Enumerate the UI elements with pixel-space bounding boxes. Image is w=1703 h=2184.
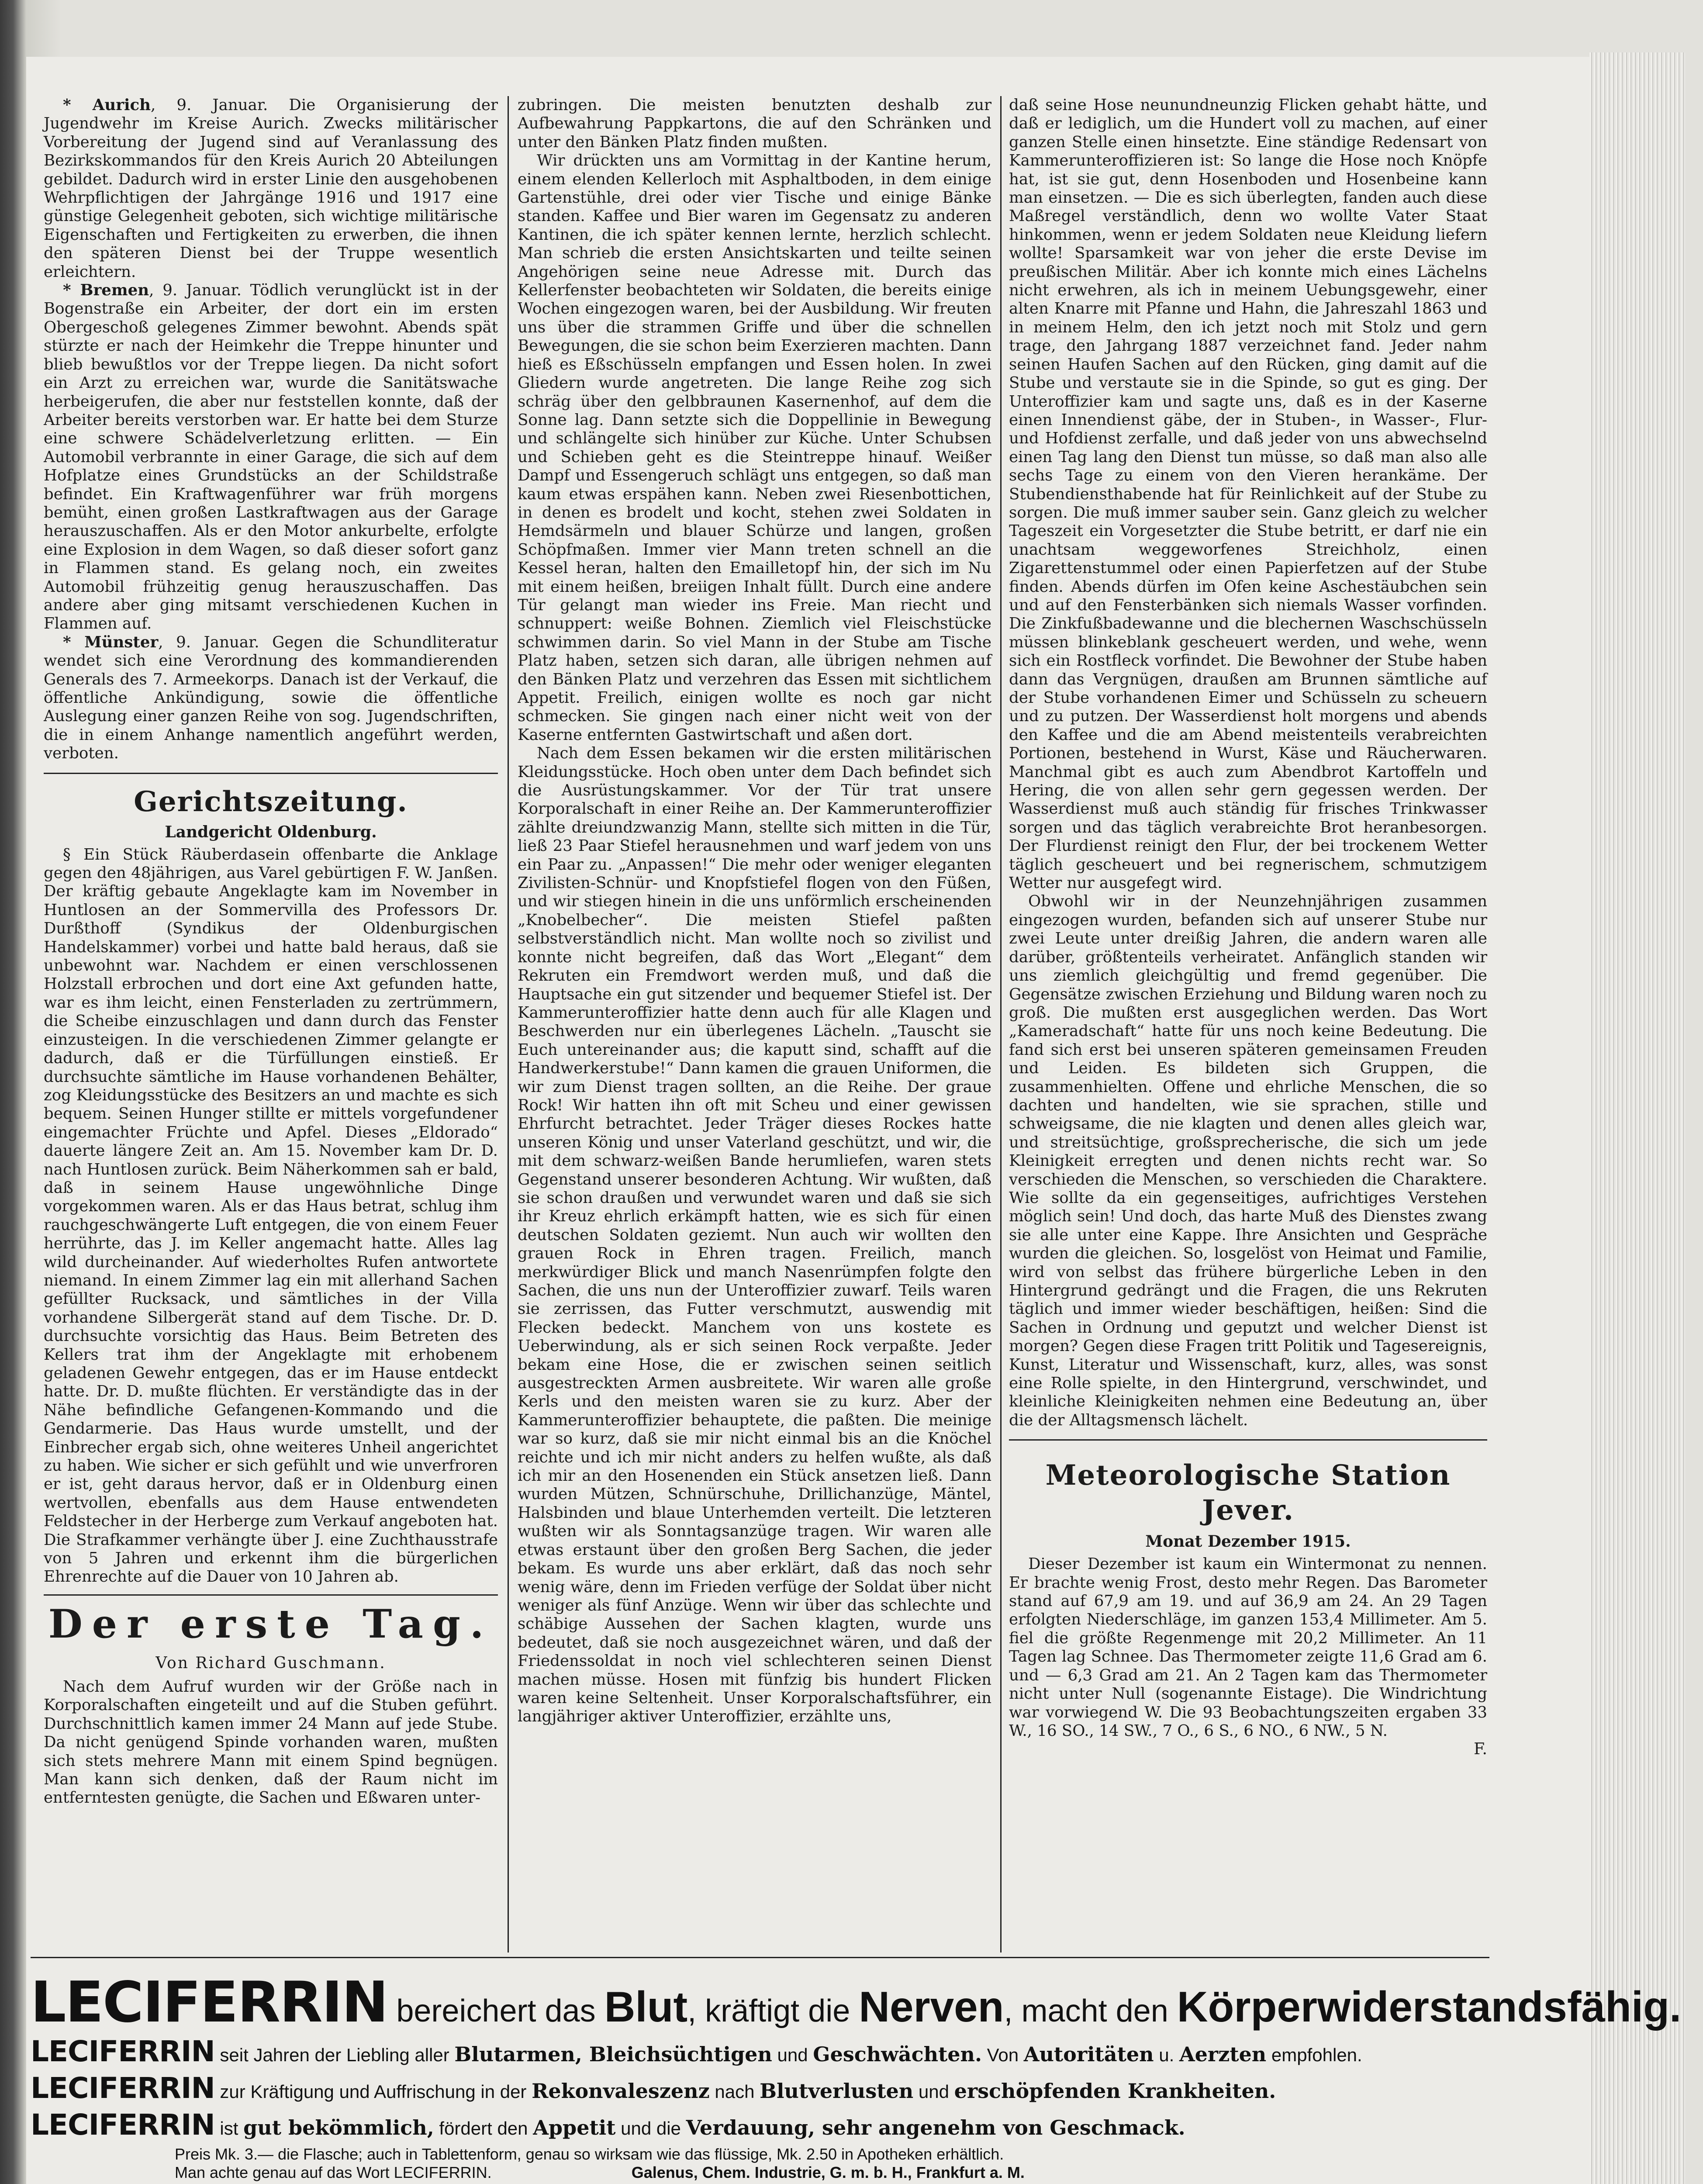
page-stack-edge (1589, 52, 1686, 2184)
ad-emphasis: Rekonvaleszenz (532, 2079, 710, 2103)
ad-text: fördert den (434, 2118, 533, 2139)
column-1 (44, 96, 498, 1807)
ad-text: u. (1154, 2045, 1179, 2065)
story-kameradschaft: Obwohl wir in der Neunzehnjährigen zusammen eingezogen wurden, befanden sich auf unserer Stube nur zwei Leute unter dreißig Jahren, die andern waren alle darüber, größtenteils verheiratet. Anfänglich standen wir uns ziemlich gleichgültig und fremd gegenüber. Die Gegensätze zwischen Erziehung und Bildung waren noch zu groß. Die mußten erst ausgeglichen werden. Das Wort „Kameradschaft“ hatte für uns noch keine Bedeutung. Die fand sich erst bei unseren späteren gemeinsamen Freuden und Leiden. Es bildeten sich Gruppen, die zusammenhielten. Offene und ehrliche Menschen, die so dachten und handelten, wie sie sprachen, stille und schweigsame, die nie klagten und denen alles gleich war, und streitsüchtige, großsprecherische, die sich um jede Kleinigkeit erregten und denen nichts recht war. So verschieden die Menschen, so verschieden die Charaktere. Wie sollte da ein gegenseitiges, aufrichtiges Verstehen möglich sein! Und doch, das harte Muß des Dienstes zwang sie alle unter eine Kappe. Ihre Ansichten und Gespräche wurden die gleichen. So, losgelöst von Heimat und Familie, wird von selbst das frühere bürgerliche Leben in den Hintergrund gedrängt und die Fragen, die uns Rekruten täglich und immer wieder beschäftigen, heißen: Sind die Sachen in Ordnung und geputzt und welcher Dienst ist morgen? Gegen diese Fragen tritt Politik und Tagesereignis, Kunst, Literatur und Wissenschaft, kurz, alles, was sonst eine Rolle spielte, in den Hintergrund, verschwindet, und kleinliche Kleinigkeiten nehmen eine Bedeutung an, über die der Alltagsmensch lächelt. (1009, 892, 1487, 1429)
column-rule-1 (508, 96, 509, 1952)
ad-brand-small: LECIFERRIN (31, 2108, 215, 2142)
column-2 (518, 96, 991, 1726)
ad-emphasis: gut bekömmlich, (243, 2116, 434, 2139)
ad-text: empfohlen. (1266, 2045, 1362, 2065)
court-report: § Ein Stück Räuberdasein offenbarte die Anklage gegen den 48jährigen, aus Varel gebürtigen F. W. Janßen. Der kräftig gebaute Angeklagte kam im November in Huntlosen an der Sommervilla des Professors Dr. Durßthoff (Syndikus der Oldenburgischen Handelskammer) vorbei und hatte bald heraus, daß sie unbewohnt war. Nachdem er einen verschlossenen Holzstall erbrochen und dort eine Axt gefunden hatte, war es ihm leicht, einen Fensterladen zu zertrümmern, die Scheibe einzuschlagen und dann durch das Fenster einzusteigen. In die verschiedenen Zimmer gelangte er dadurch, daß er die Türfüllungen einstieß. Er durchsuchte sämtliche im Hause vorhandenen Behälter, zog Kleidungsstücke des Besitzers an und machte es sich bequem. Seinen Hunger stillte er mittels vorgefundener eingemachter Früchte und Apfel. Dieses „Eldorado“ dauerte längere Zeit an. Am 15. November kam Dr. D. nach Huntlosen zurück. Beim Näherkommen sah er bald, daß in seinem Hause ungewöhnliche Dinge vorgekommen waren. Als er das Haus betrat, schlug ihm rauchgeschwängerte Luft entgegen, die von einem Feuer herrührte, das J. im Keller angemacht hatte. Alles lag wild durcheinander. Auf wiederholtes Rufen antwortete niemand. In einem Zimmer lag ein mit allerhand Sachen gefüllter Rucksack, und sämtliches in der Villa vorhandene Silbergerät stand auf dem Tische. Dr. D. durchsuchte vorsichtig das Haus. Beim Betreten des Kellers trat ihm der Angeklagte mit erhobenem geladenen Gewehr entgegen, das er im Hause entdeckt hatte. Dr. D. mußte flüchten. Er verständigte das in der Nähe befindliche Gefangenen-Kommando und die Gendarmerie. Das Haus wurde umstellt, und der Einbrecher ergab sich, ohne weiteres Unheil angerichtet zu haben. Wie sicher er sich gefühlt und wie unverfroren er ist, geht daraus hervor, daß er in Oldenburg einen wertvollen, ebenfalls aus dem Hause entwendeten Feldstecher in der Herberge zum Verkauf angeboten hat. Die Strafkammer verhängte über J. eine Zuchthausstrafe von 5 Jahren und erkennt ihm die bürgerlichen Ehrenrechte auf die Dauer von 10 Jahren ab. (44, 845, 498, 1586)
ad-line-2 (31, 2072, 1489, 2108)
ad-footer-line (31, 2163, 1489, 2182)
story-continued-2: daß seine Hose neunundneunzig Flicken gehabt hätte, und daß er lediglich, um die Hundert voll zu machen, auf einer ganzen Stelle einen hinsetzte. Eine ständige Redensart von Kammerunteroffizieren ist: So lange die Hose noch Knöpfe hat, ist sie gut, denn Hosenboden und Hosenbeine kann man einsetzen. — Die es sich überlegten, fanden auch diese Maßregel verständlich, denn wo wollte Vater Staat hinkommen, wenn er jedem Soldaten neue Kleidung liefern wollte! Sparsamkeit war von jeher die erste Devise im preußischen Militär. Aber ich konnte mich eines Lächelns nicht erwehren, als ich in meinem Uebungsgewehr, einer alten Knarre mit Pfanne und Hahn, die Jahreszahl 1863 und in meinem Helm, den ich jetzt noch mit Stolz und gern trage, den Jahrgang 1887 verzeichnet fand. Jeder nahm seinen Haufen Sachen auf den Rücken, ging damit auf die Stube und verstaute sie in die Spinde, so gut es ging. Der Unteroffizier kam und sagte uns, daß es in der Kaserne einen Innendienst gäbe, der in Stuben-, in Wasser-, Flur- und Hofdienst zerfalle, und daß jeder von uns abwechselnd einen Tag lang den Dienst tun müsse, so daß man also alle sechs Tage zu einem von den Vieren herankäme. Der Stubendiensthabende hat für Reinlichkeit auf der Stube zu sorgen. Die muß immer sauber sein. Ganz gleich zu welcher Tageszeit ein Vorgesetzter die Stube betritt, er darf nie ein unachtsam weggeworfenes Streichholz, einen Zigarettenstummel oder einen Papierfetzen auf der Stube finden. Abends dürfen im Ofen keine Aschestäubchen sein und auf den Fensterbänken sich niemals Wasser vorfinden. Die Zinkfußbadewanne und die blechernen Waschschüsseln müssen blinkeblank gescheuert werden, und wehe, wenn sich ein Rostfleck vorfindet. Die Bewohner der Stube haben dann das Vergnügen, draußen am Brunnen sämtliche auf der Stube vorhandenen Eimer und Schüsseln zu scheuern und zu putzen. Der Wasserdienst holt morgens und abends den Kaffee und die am Abend meistenteils verabreichten Portionen, bestehend in Wurst, Käse und Räucherwaren. Manchmal gibt es auch zum Abendbrot Kartoffeln und Hering, die von allen sehr gern gegessen werden. Der Wasserdienst muß auch ständig für frisches Trinkwasser sorgen und das täglich verabreichte Brot heranbesorgen. Der Flurdienst reinigt den Flur, der bei trockenem Wetter täglich gescheuert und bei regnerischem, schmutzigem Wetter nur ausgefegt wird. (1009, 96, 1487, 892)
news-aurich-text: , 9. Januar. Die Organisierung der Jugendwehr im Kreise Aurich. Zwecks militärischer Vorbereitung der Jugend sind auf Veranlassung des Bezirkskommandos für den Kreis Aurich 20 Abteilungen gebildet. Dadurch wird in erster Linie den ausgehobenen Wehrpflichtigen der Jahrgänge 1916 und 1917 eine günstige Gelegenheit geboten, sich wichtige militärische Eigenschaften und Fertigkeiten zu erwerben, die ihnen den späteren Dienst bei der Truppe wesentlich erleichtern. (44, 96, 498, 281)
section-divider (1009, 1439, 1487, 1441)
ad-text: ist (214, 2118, 244, 2139)
ad-manufacturer: Galenus, Chem. Industrie, G. m. b. H., Frankfurt a. M. (631, 2163, 1025, 2181)
ad-text: und (772, 2045, 813, 2065)
ad-word-koerper: Körperwiderstandsfähig. (1177, 1983, 1682, 2031)
weather-signature: F. (1474, 1740, 1487, 1759)
court-section-title: Gerichtszeitung. (134, 785, 408, 818)
news-aurich (44, 96, 498, 281)
news-muenster (44, 633, 498, 763)
ad-text: nach (709, 2081, 760, 2102)
ad-brand-small: LECIFERRIN (31, 2071, 215, 2105)
ad-headline-text: , macht den (1004, 1994, 1177, 2028)
section-divider (44, 1594, 498, 1596)
ad-word-blut: Blut (604, 1983, 688, 2031)
ad-brand-logo: LECIFERRIN (31, 1970, 388, 2035)
ad-top-rule (31, 1957, 1489, 1958)
story-title: Der erste Tag. (48, 1600, 494, 1647)
ad-text: seit Jahren der Liebling aller (214, 2045, 455, 2065)
story-kleidung: Nach dem Essen bekamen wir die ersten militärischen Kleidungsstücke. Hoch oben unter dem Dach befindet sich die Ausrüstungskammer. Vor der Tür trat unsere Korporalschaft in einer Reihe an. Der Kammerunteroffizier zählte dreiundzwanzig Mann, stellte sich mitten in die Tür, ließ 23 Paar Stiefel herausnehmen und warf jedem von uns ein Paar zu. „Anpassen!“ Die mehr oder weniger eleganten Zivilisten-Schnür- und Knopfstiefel flogen von den Füßen, und wir stiegen hinein in die uns unförmlich erscheinenden „Knobelbecher“. Die meisten Stiefel paßten selbstverständlich nicht. Man wollte noch so zivilist und konnte nicht begreifen, daß das Wort „Elegant“ dem Rekruten ein Fremdwort werden muß, und daß die Hauptsache ein gut sitzender und bequemer Stiefel ist. Der Kammerunteroffizier hatte denn auch für alle Klagen und Beschwerden nur ein überlegenes Lächeln. „Tauscht sie Euch untereinander aus; die kaputt sind, schafft auf die Handwerkerstube!“ Dann kamen die grauen Uniformen, die wir zum Dienst tragen sollten, an die Reihe. Der graue Rock! Wir hatten ihn oft mit Scheu und einer gewissen Ehrfurcht betrachtet. Jeder Träger dieses Rockes hatte unseren König und unser Vaterland geschützt, und wir, die mit dem schwarz-weißen Bande herumliefen, waren stets Gegenstand unserer besonderen Achtung. Wir wußten, daß sie schon draußen und verwundet waren und daß sie sich ihr Kreuz ehrlich erkämpft hatten, wie es sich für einen deutschen Soldaten geziemt. Nun auch wir wollten den grauen Rock in Ehren tragen. Freilich, manch merkwürdiger Blick und manch Nasenrümpfen folgte den Sachen, die uns nun der Unteroffizier zuwarf. Teils waren sie zerrissen, das Futter verschmutzt, auswendig mit Flecken bedeckt. Manchem von uns kostete es Ueberwindung, als er sich seinen Rock verpaßte. Jeder bekam eine Hose, die er zwischen seinen seitlich ausgestreckten Armen ausbreitete. Wir waren alle große Kerls und den meisten waren sie zu kurz. Aber der Kammerunteroffizier behauptete, die paßten. Die meinige war so kurz, daß sie mir nicht einmal bis an die Knöchel reichte und ich mir nicht anders zu helfen wußte, als daß ich mir an den Hosenenden ein Stück ansetzen ließ. Dann wurden Mützen, Schnürschuhe, Drillichanzüge, Mäntel, Halsbinden und blaue Unterhemden verteilt. Die letzteren wußten wir als Sonntagsanzüge tragen. Wir waren alle etwas erstaunt über den großen Berg Sachen, die jeder bekam. Es wurde uns aber erklärt, daß das noch sehr wenig wäre, denn im Frieden verfüge der Soldat über nicht weniger als fünf Anzüge. Wenn wir über das schlechte und schäbige Aussehen der Sachen klagten, wurde uns bedeutet, daß sie noch ausgezeichnet wären, und daß der Friedenssoldat in noch viel schlechteren seinen Dienst machen müsse. Hosen mit fünfzig bis hundert Flicken waren keine Seltenheit. Unser Korporalschaftsführer, ein langjähriger aktiver Unteroffizier, erzählte uns, (518, 744, 991, 1726)
place-aurich: * Aurich (63, 96, 151, 114)
ad-line-1 (31, 2035, 1489, 2072)
ad-text: zur Kräftigung und Auffrischung in der (214, 2081, 532, 2102)
story-author: Von Richard Guschmann. (155, 1654, 386, 1672)
story-continued-1: zubringen. Die meisten benutzten deshalb zur Aufbewahrung Pappkartons, die auf den Schränken und unter den Bänken Platz finden mußten. (518, 96, 991, 151)
ad-brand-small: LECIFERRIN (31, 2035, 215, 2068)
ad-text: Von (982, 2045, 1024, 2065)
court-subtitle: Landgericht Oldenburg. (165, 822, 377, 841)
leciferrin-advertisement (31, 1970, 1682, 2184)
ad-text: und (913, 2081, 954, 2102)
section-divider (44, 773, 498, 774)
weather-report: Dieser Dezember ist kaum ein Wintermonat zu nennen. Er brachte wenig Frost, desto mehr Regen. Das Barometer stand auf 67,9 am 19. und auf 36,9 am 24. An 29 Tagen erfolgten Niederschläge, im ganzen 153,4 Millimeter. Am 5. fiel die größte Regenmenge mit 20,2 Millimeter. An 11 Tagen lag Schnee. Das Thermometer zeigte 11,6 Grad am 6. und — 6,3 Grad am 21. An 2 Tagen kam das Thermometer nicht unter Null (sogenannte Eistage). Die Windrichtung war vorwiegend W. Die 93 Beobachtungszeiten ergaben 33 W., 16 SO., 14 SW., 7 O., 6 S., 6 NO., 6 NW., 5 N. (1009, 1555, 1487, 1740)
news-muenster-text: , 9. Januar. Gegen die Schundliteratur wendet sich eine Verordnung des kommandierenden Generals des 7. Armeekorps. Danach ist der Verkauf, die öffentliche Ankündigung, sowie die öffentliche Auslegung einer ganzen Reihe von sog. Jugendschriften, die in einem Anhange namentlich angeführt werden, verboten. (44, 633, 498, 763)
story-kantine: Wir drückten uns am Vormittag in der Kantine herum, einem elenden Kellerloch mit Asphaltboden, in dem einige Gartenstühle, drei oder vier Tische und einige Bänke standen. Kaffee und Bier waren im Gegensatz zu anderen Kantinen, die ich später kennen lernte, herzlich schlecht. Man schrieb die ersten Ansichtskarten und teilte seinen Angehörigen seine neue Adresse mit. Durch das Kellerfenster beobachteten wir Soldaten, die bereits einige Wochen eingezogen waren, bei der Ausbildung. Wir freuten uns über die strammen Griffe und über die schnellen Bewegungen, die sie schon beim Exerzieren machten. Dann hieß es Eßschüsseln empfangen und Essen holen. In zwei Gliedern wurde angetreten. Die lange Reihe zog sich schräg über den gelbbraunen Kasernenhof, auf dem die Sonne lag. Dann setzte sich die Doppellinie in Bewegung und schlängelte sich hinüber zur Küche. Unter Schubsen und Schieben geht es die Steintreppe hinauf. Weißer Dampf und Essengeruch schlägt uns entgegen, so daß man kaum etwas erspähen kann. Neben zwei Riesenbottichen, in denen es brodelt und kocht, stehen zwei Soldaten in Hemdsärmeln und blauer Schürze und langen, großen Schöpfmaßen. Immer vier Mann treten schnell an die Kessel heran, halten den Emailletopf hin, der sich im Nu mit einem heißen, breiigen Inhalt füllt. Durch eine andere Tür gelangt man wieder ins Freie. Man riecht und schnuppert: weiße Bohnen. Ziemlich viel Fleischstücke schwimmen darin. So viel Mann in der Stube am Tische Platz haben, setzen sich daran, alle übrigen nehmen auf den Bänken Platz und verzehren das Essen mit sichtlichem Appetit. Freilich, einigen wollte es noch gar nicht schmecken. Sie gingen nach einer nicht weit von der Kaserne entfernten Gastwirtschaft und aßen dort. (518, 152, 991, 744)
ad-word-nerven: Nerven (859, 1983, 1004, 2031)
weather-subtitle: Monat Dezember 1915. (1145, 1532, 1351, 1551)
story-text-start: Nach dem Aufruf wurden wir der Größe nach in Korporalschaften eingeteilt und auf die Stuben geführt. Durchschnittlich kamen immer 24 Mann auf jede Stube. Da nicht genügend Spinde vorhanden waren, mußten sich stets mehrere Mann mit einem Spind begnügen. Man kann sich denken, daß der Raum nicht im entferntesten genügte, die Sachen und Eßwaren unter- (44, 1677, 498, 1807)
ad-emphasis: Aerzten (1179, 2042, 1267, 2066)
place-bremen: * Bremen (63, 281, 149, 300)
ad-emphasis: Geschwächten. (813, 2042, 982, 2066)
ad-emphasis: Autoritäten (1023, 2042, 1154, 2066)
ad-emphasis: Verdauung, sehr angenehm von Geschmack. (686, 2116, 1185, 2139)
ad-headline-text: , kräftigt die (687, 1994, 859, 2028)
ad-headline (31, 1970, 1682, 2035)
ad-price-text: Preis Mk. 3.— die Flasche; auch in Tablettenform, genau so wirksam wie das flüssige, Mk. 2.50 in Apotheken erhältlich. (175, 2145, 1004, 2163)
ad-emphasis: Blutarmen, Bleichsüchtigen (454, 2042, 772, 2066)
ad-emphasis: Blutverlusten (760, 2079, 914, 2103)
column-rule-2 (1000, 96, 1002, 1952)
ad-emphasis: Appetit (533, 2116, 616, 2139)
ad-text: und die (615, 2118, 686, 2139)
place-muenster: * Münster (63, 633, 159, 651)
ad-price-line (31, 2145, 1489, 2163)
ad-notice: Man achte genau auf das Wort LECIFERRIN. (175, 2163, 492, 2181)
news-bremen (44, 281, 498, 633)
ad-emphasis: erschöpfenden Krankheiten. (954, 2079, 1276, 2103)
weather-title: Meteorologische Station Jever. (1045, 1459, 1451, 1527)
ad-headline-text: bereichert das (387, 1994, 605, 2028)
ad-line-3 (31, 2108, 1489, 2145)
news-bremen-text: , 9. Januar. Tödlich verunglückt ist in der Bogenstraße ein Arbeiter, der dort ein im ersten Obergeschoß gelegenes Zimmer bewohnt. Abends spät stürzte er nach der Heimkehr die Treppe hinunter und blieb bewußtlos vor der Treppe liegen. Da nicht sofort ein Arzt zu erreichen war, wurde die Sanitätswache herbeigerufen, die aber nur feststellen konnte, daß der Arbeiter bereits verstorben war. Er hatte bei dem Sturze eine schwere Schädelverletzung erlitten. — Ein Automobil verbrannte in einer Garage, die sich auf dem Hofplatze eines Grundstücks an der Schildstraße befindet. Ein Kraftwagenführer war früh morgens bemüht, einen großen Lastkraftwagen aus der Garage herauszuschaffen. Als er den Motor ankurbelte, erfolgte eine Explosion in dem Wagen, so daß dieser sofort ganz in Flammen stand. Es gelang noch, ein zweites Automobil frühzeitig genug herauszuschaffen. Das andere aber ging mitsamt verschiedenen Kuchen in Flammen auf. (44, 281, 498, 633)
column-3 (1009, 96, 1487, 1759)
